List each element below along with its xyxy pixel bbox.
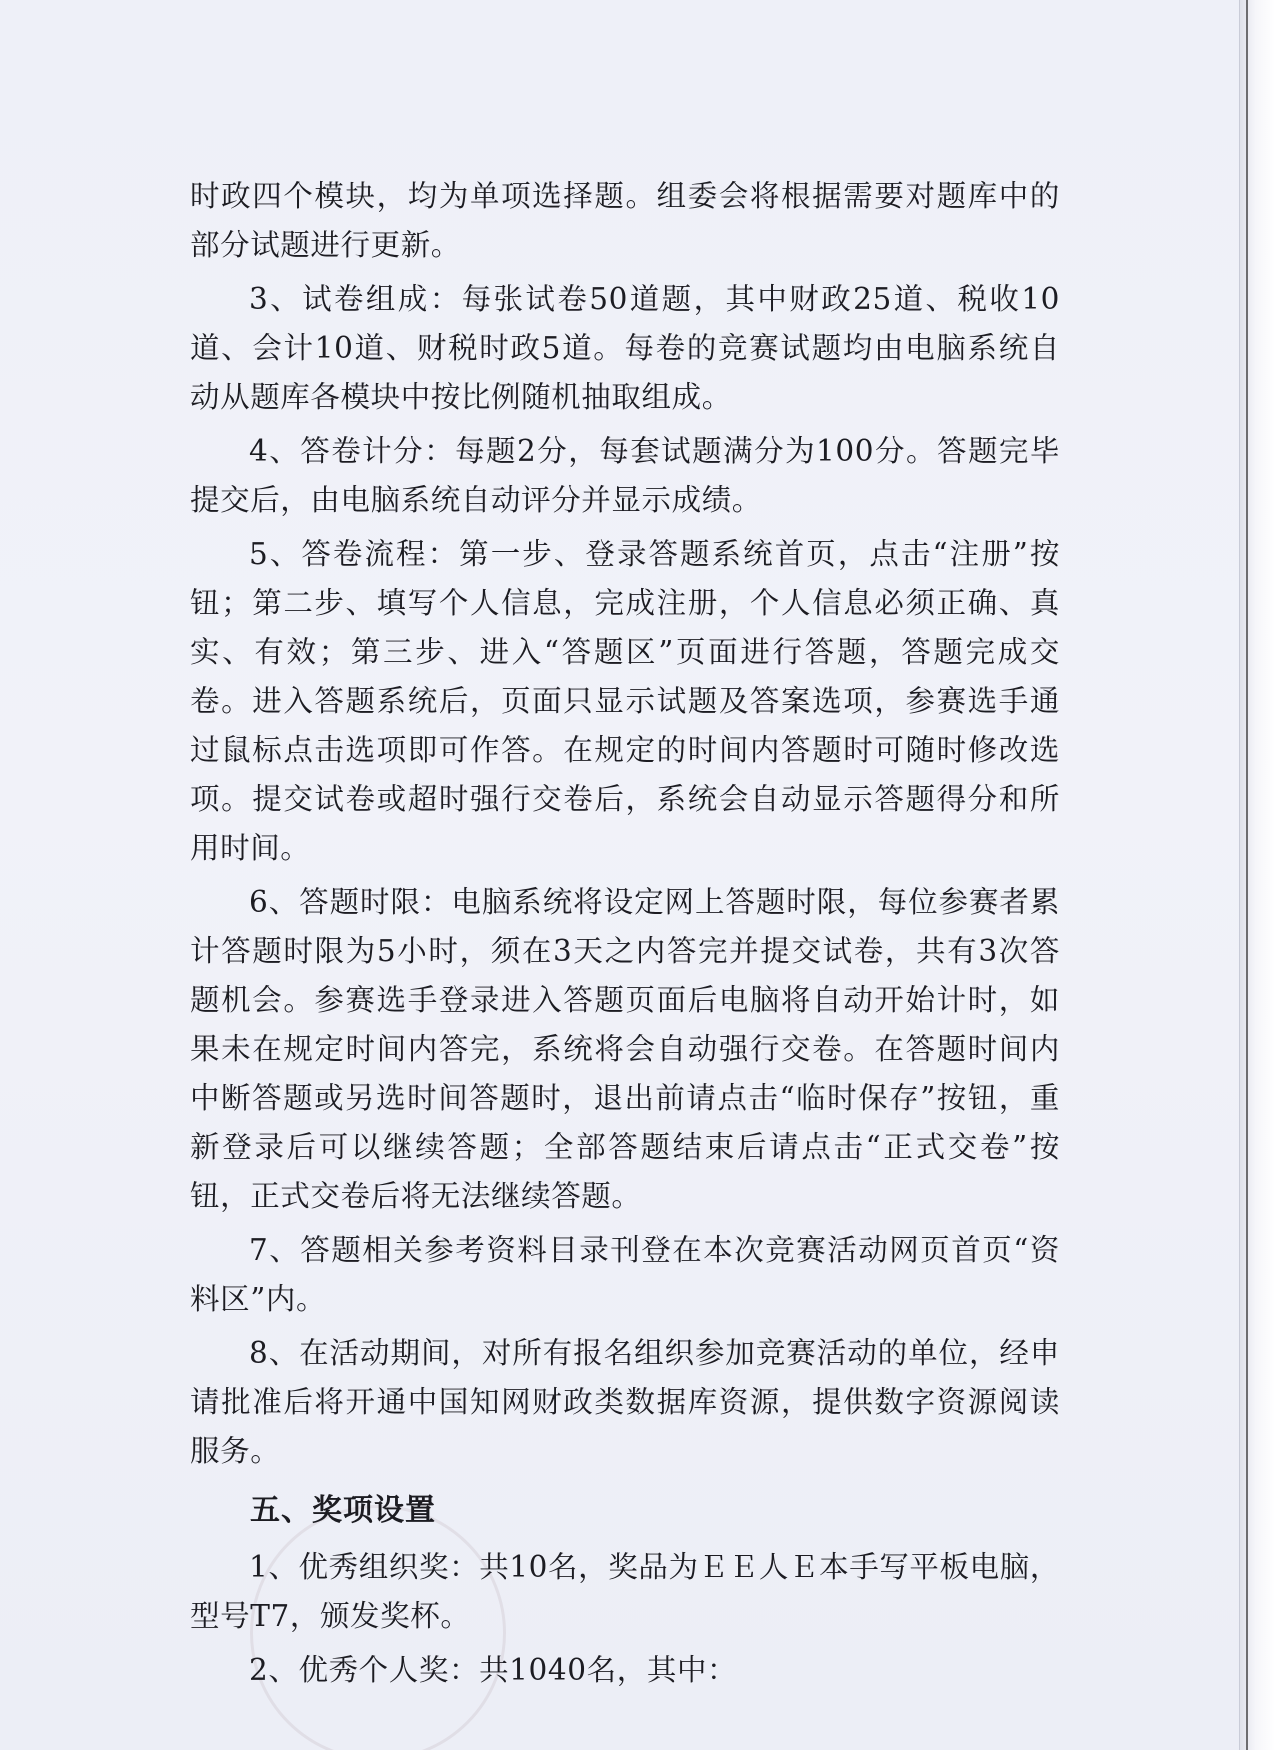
paragraph-award-1: 1、优秀组织奖：共10名，奖品为ＥＥ人Ｅ本手写平板电脑，型号T7，颁发奖杯。: [190, 1550, 1060, 1633]
paragraph-item-6: 6、答题时限：电脑系统将设定网上答题时限，每位参赛者累计答题时限为5小时，须在3天之内答完并提交试卷，共有3次答题机会。参赛选手登录进入答题页面后电脑将自动开始计时，如果未在规定时间内答完，系统将会自动强行交卷。在答题时间内中断答题或另选时间答题时，退出前请点击“临时保存”按钮，重新登录后可以继续答题；全部答题结束后请点击“正式交卷”按钮，正式交卷后将无法继续答题。: [190, 885, 1060, 1213]
paragraph-item-4: 4、答卷计分：每题2分，每套试题满分为100分。答题完毕提交后，由电脑系统自动评分并显示成绩。: [190, 434, 1060, 517]
paragraph-item-5: 5、答卷流程：第一步、登录答题系统首页，点击“注册”按钮；第二步、填写个人信息，完成注册，个人信息必须正确、真实、有效；第三步、进入“答题区”页面进行答题，答题完成交卷。进入答题系统后，页面只显示试题及答案选项，参赛选手通过鼠标点击选项即可作答。在规定的时间内答题时可随时修改选项。提交试卷或超时强行交卷后，系统会自动显示答题得分和所用时间。: [190, 537, 1060, 865]
paragraph-item-7: 7、答题相关参考资料目录刊登在本次竞赛活动网页首页“资料区”内。: [190, 1233, 1060, 1316]
paragraph-item-3: 3、试卷组成：每张试卷50道题，其中财政25道、税收10道、会计10道、财税时政5道。每卷的竞赛试题均由电脑系统自动从题库各模块中按比例随机抽取组成。: [190, 282, 1060, 414]
paragraph-intro: 时政四个模块，均为单项选择题。组委会将根据需要对题库中的部分试题进行更新。: [190, 179, 1060, 262]
paragraph-item-8: 8、在活动期间，对所有报名组织参加竞赛活动的单位，经申请批准后将开通中国知网财政类数据库资源，提供数字资源阅读服务。: [190, 1336, 1060, 1468]
scanner-edge-line: [1246, 0, 1248, 1750]
section-heading-awards: 五、奖项设置: [250, 1493, 436, 1528]
document-body: [190, 172, 1060, 1700]
paragraph-award-2: 2、优秀个人奖：共1040名，其中：: [249, 1653, 738, 1687]
scanner-edge: [1239, 0, 1275, 1750]
